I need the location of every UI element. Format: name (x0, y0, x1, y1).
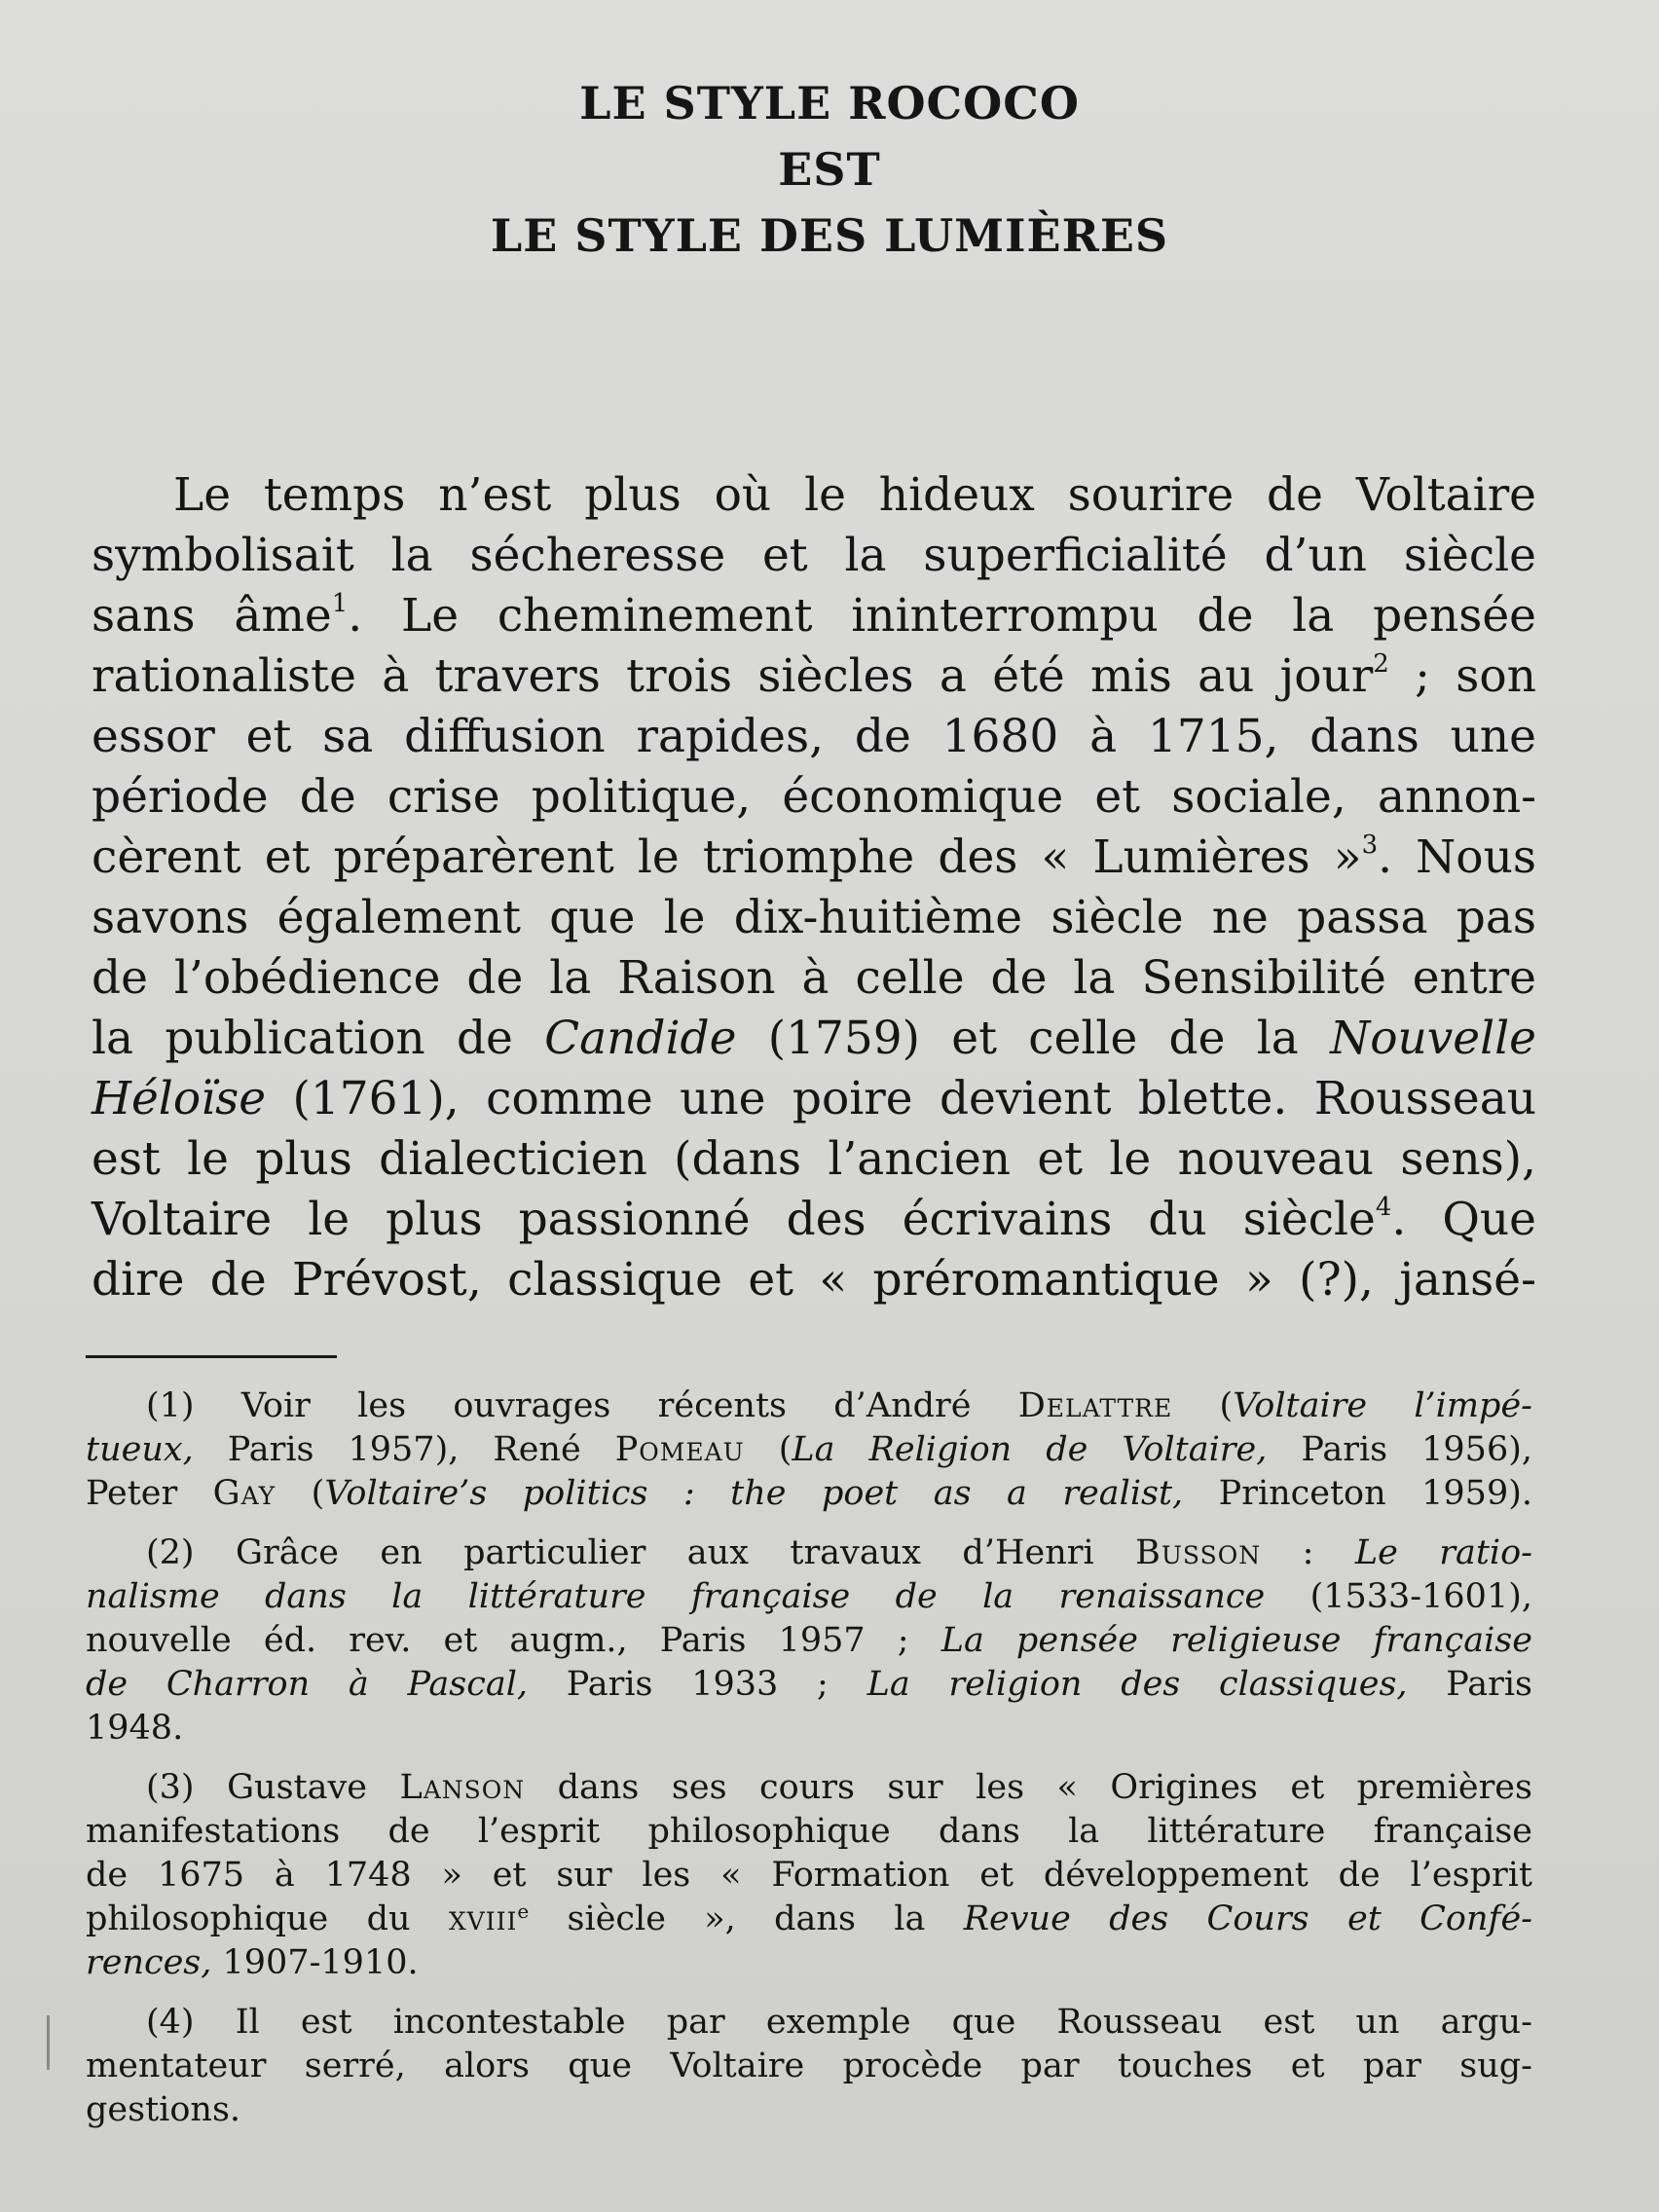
margin-pencil-mark (47, 2015, 50, 2070)
note-line (86, 1428, 1532, 1472)
text: (1533-1601), (1265, 1577, 1532, 1616)
author-name: Gay (212, 1474, 276, 1513)
italic-title: Héloïse (92, 1072, 267, 1125)
italic-title: Revue des Cours et Confé- (963, 1899, 1532, 1938)
text: Princeton 1959). (1183, 1474, 1532, 1513)
body-line (92, 1190, 1536, 1250)
title-line-3: LE STYLE DES LUMIÈRES (490, 209, 1169, 262)
footnote-2 (86, 1531, 1532, 1751)
text: . Le cheminement ininterrompu de la pensée (348, 589, 1536, 643)
note-line (86, 1810, 1532, 1854)
text: de 1675 à 1748 » et sur les « Formation et développement de l’esprit (86, 1856, 1532, 1895)
footnote-separator (86, 1355, 337, 1358)
text: ( (1172, 1386, 1234, 1425)
italic-title: nalisme dans la littérature française de la renaissance (86, 1577, 1266, 1616)
footnote-3 (86, 1766, 1532, 1985)
superscript: e (517, 1899, 530, 1923)
italic-title: Voltaire l’impé- (1233, 1386, 1533, 1425)
author-name: Delattre (1017, 1386, 1173, 1425)
text: 1907-1910. (211, 1943, 419, 1982)
text: période de crise politique, économique et sociale, annon- (92, 770, 1536, 824)
italic-title: Voltaire’s politics : the poet as a realist, (324, 1474, 1184, 1513)
text: Paris 1957), René (193, 1430, 615, 1469)
body-line (92, 1129, 1536, 1190)
note-line (86, 1854, 1532, 1898)
text: (4) Il est incontestable par exemple que Rousseau est un argu- (146, 2003, 1532, 2042)
text: Paris 1933 ; (528, 1665, 867, 1704)
italic-title: rences, (86, 1943, 212, 1982)
italic-title: La Religion de Voltaire, (792, 1430, 1268, 1469)
text: Voltaire le plus passionné des écrivains du siècle (92, 1193, 1376, 1246)
note-line (86, 1898, 1532, 1941)
text: Peter (86, 1474, 213, 1513)
text: 1948. (86, 1709, 184, 1748)
text: ( (276, 1474, 325, 1513)
title-line-1: LE STYLE ROCOCO (579, 77, 1080, 129)
text: ; son (1388, 649, 1536, 703)
text: . Nous (1378, 830, 1536, 884)
italic-title: La religion des classiques, (866, 1665, 1408, 1704)
text: rationaliste à travers trois siècles a été mis au jour (92, 649, 1374, 703)
body-line (92, 526, 1536, 586)
text: essor et sa diffusion rapides, de 1680 à 1715, dans une (92, 710, 1536, 763)
body-line (92, 828, 1536, 888)
note-line (86, 1941, 1532, 1985)
note-line (86, 1472, 1532, 1516)
note-line (86, 1531, 1532, 1575)
italic-title: La pensée religieuse française (940, 1621, 1532, 1660)
note-line (86, 1766, 1532, 1810)
note-line (86, 1619, 1532, 1663)
text: est le plus dialecticien (dans l’ancien et le nouveau sens), (92, 1132, 1536, 1186)
text: mentateur serré, alors que Voltaire procède par touches et par sug- (86, 2046, 1532, 2085)
text: dire de Prévost, classique et « préromantique » (?), jansé- (92, 1253, 1536, 1307)
note-line (86, 1575, 1532, 1619)
text: manifestations de l’esprit philosophique dans la littérature française (86, 1812, 1532, 1851)
text: nouvelle éd. rev. et augm., Paris 1957 ; (86, 1621, 941, 1660)
text: siècle », dans la (529, 1899, 964, 1938)
body-line (92, 1009, 1536, 1069)
italic-title: Nouvelle (1330, 1012, 1536, 1065)
note-line (86, 2088, 1532, 2132)
note-line (86, 1707, 1532, 1751)
body-line (92, 767, 1536, 828)
text: symbolisait la sécheresse et la superficialité d’un siècle (92, 529, 1536, 582)
text: (1) Voir les ouvrages récents d’André (146, 1386, 1018, 1425)
footnote-4 (86, 2001, 1532, 2132)
text: gestions. (86, 2090, 241, 2129)
text: (3) Gustave (146, 1768, 400, 1807)
footnote-ref: 1 (331, 589, 349, 618)
note-line (86, 1663, 1532, 1707)
italic-title: tueux, (86, 1430, 194, 1469)
text: la publication de (92, 1012, 545, 1065)
body-line (92, 888, 1536, 948)
text: savons également que le dix-huitième siècle ne passa pas (92, 891, 1536, 944)
note-line (86, 2045, 1532, 2088)
footnote-1 (86, 1384, 1532, 1516)
body-line (92, 948, 1536, 1009)
text: (1761), comme une poire devient blette. Rousseau (266, 1072, 1536, 1125)
italic-title: Candide (544, 1012, 737, 1065)
century-numeral: xviii (448, 1899, 518, 1938)
title-line-2: EST (778, 143, 881, 196)
chapter-title (0, 70, 1659, 269)
text: Paris (1407, 1665, 1532, 1704)
text: de l’obédience de la Raison à celle de la Sensibilité entre (92, 951, 1536, 1005)
author-name: Lanson (399, 1768, 526, 1807)
footnote-ref: 3 (1361, 830, 1379, 860)
text: . Que (1391, 1193, 1536, 1246)
body-line (92, 1250, 1536, 1310)
text: Le temps n’est plus où le hideux sourire de Voltaire (173, 468, 1536, 522)
text: ( (744, 1430, 793, 1469)
body-line (92, 646, 1536, 707)
footnote-ref: 2 (1373, 649, 1389, 679)
text: (1759) et celle de la (736, 1012, 1331, 1065)
footnotes (86, 1384, 1532, 2148)
note-line (86, 2001, 1532, 2045)
text: : (1261, 1533, 1355, 1572)
text: cèrent et préparèrent le triomphe des « Lumières » (92, 830, 1362, 884)
author-name: Pomeau (614, 1430, 745, 1469)
body-line (92, 465, 1536, 526)
body-paragraph (92, 465, 1536, 1310)
text: Paris 1956), (1267, 1430, 1532, 1469)
author-name: Busson (1135, 1533, 1262, 1572)
text: (2) Grâce en particulier aux travaux d’Henri (146, 1533, 1136, 1572)
text: philosophique du (86, 1899, 449, 1938)
text: sans âme (92, 589, 332, 643)
note-line (86, 1384, 1532, 1428)
italic-title: de Charron à Pascal, (86, 1665, 529, 1704)
body-line (92, 586, 1536, 646)
body-line (92, 707, 1536, 767)
footnote-ref: 4 (1375, 1193, 1392, 1222)
italic-title: Le ratio- (1354, 1533, 1532, 1572)
text: dans ses cours sur les « Origines et premières (525, 1768, 1532, 1807)
body-line (92, 1069, 1536, 1129)
